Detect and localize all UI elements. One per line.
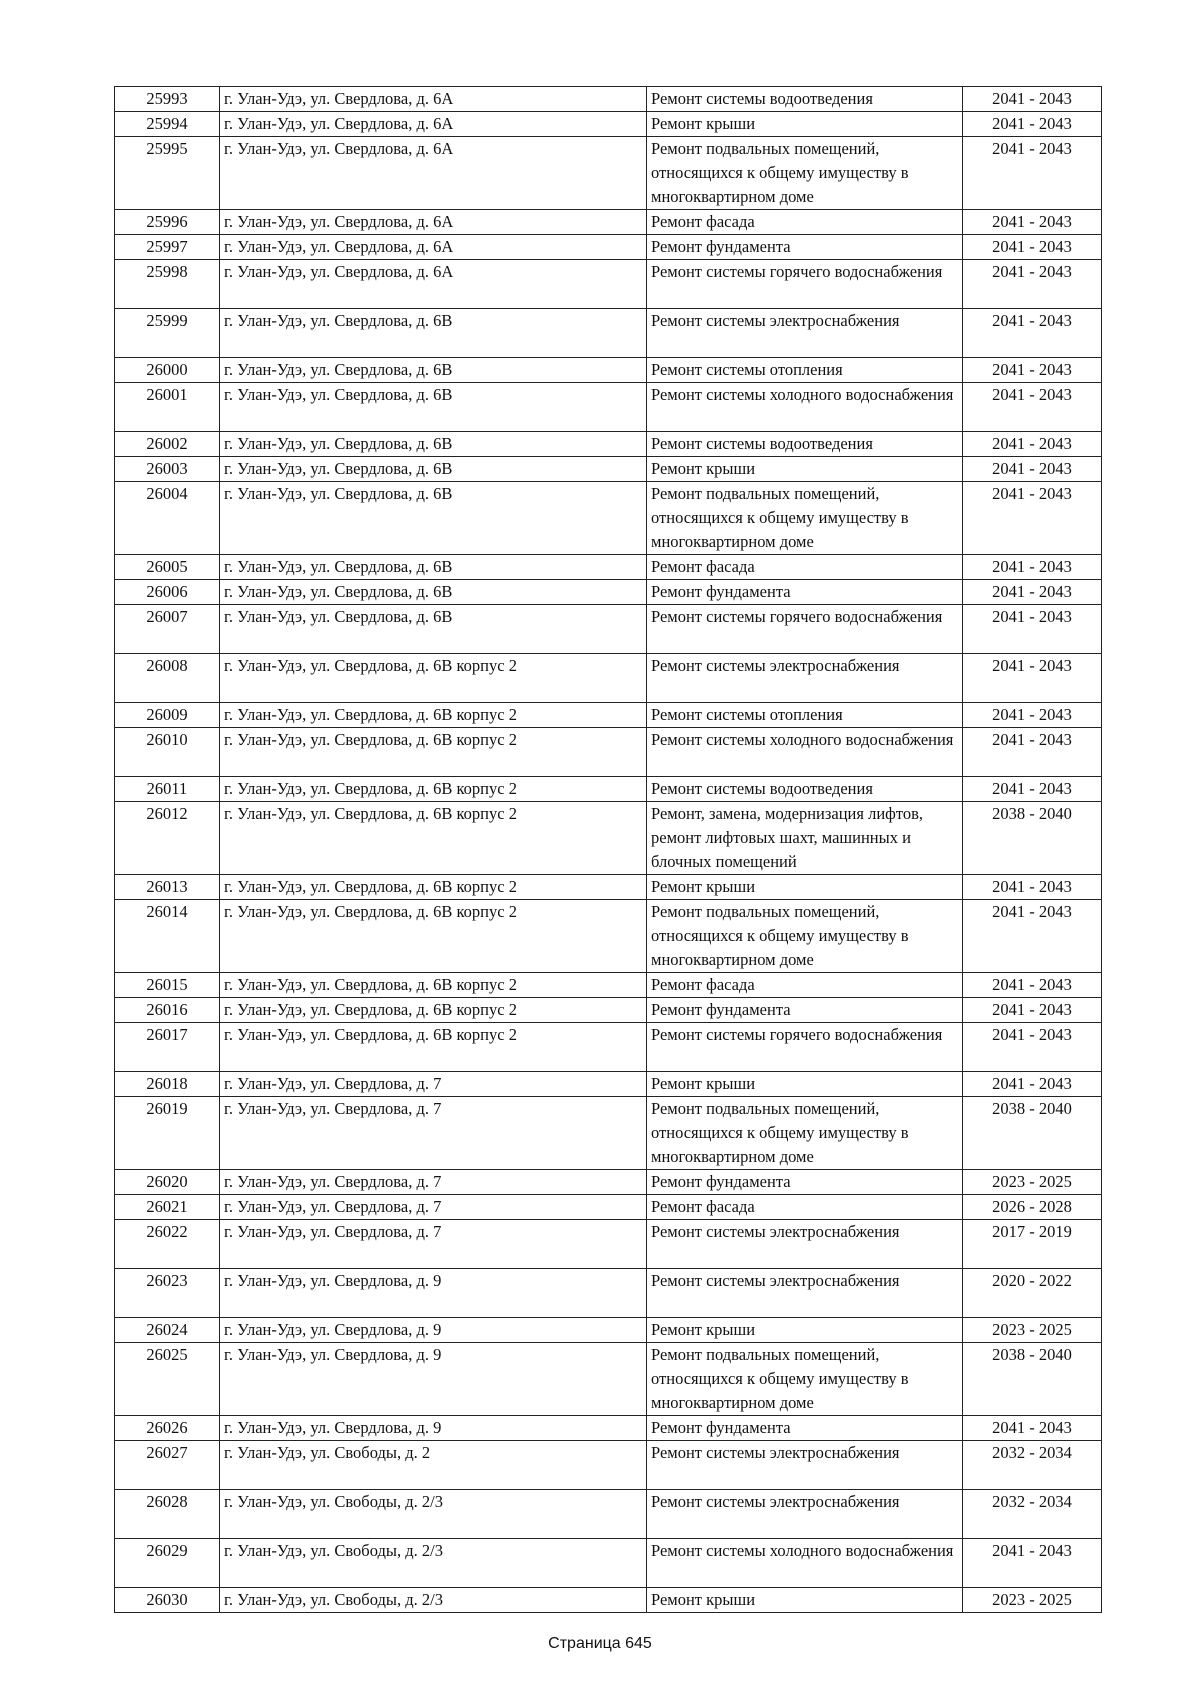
period-cell: 2041 - 2043	[963, 137, 1102, 210]
period-cell: 2038 - 2040	[963, 1343, 1102, 1416]
period-cell: 2023 - 2025	[963, 1318, 1102, 1343]
address-cell: г. Улан-Удэ, ул. Свердлова, д. 6В корпус 2	[220, 777, 647, 802]
table-row	[115, 1097, 1102, 1170]
work-type-cell: Ремонт подвальных помещений, относящихся к общему имуществу в многоквартирном доме	[647, 1343, 963, 1416]
table-row	[115, 703, 1102, 728]
address-cell: г. Улан-Удэ, ул. Свердлова, д. 6А	[220, 260, 647, 309]
table-row	[115, 383, 1102, 432]
period-cell: 2041 - 2043	[963, 1023, 1102, 1072]
table-row	[115, 309, 1102, 358]
period-cell: 2041 - 2043	[963, 703, 1102, 728]
table-row	[115, 728, 1102, 777]
row-number-cell: 26028	[115, 1490, 220, 1539]
table-row	[115, 1023, 1102, 1072]
period-cell: 2041 - 2043	[963, 777, 1102, 802]
work-type-cell: Ремонт подвальных помещений, относящихся к общему имуществу в многоквартирном доме	[647, 1097, 963, 1170]
work-type-cell: Ремонт подвальных помещений, относящихся к общему имуществу в многоквартирном доме	[647, 900, 963, 973]
address-cell: г. Улан-Удэ, ул. Свердлова, д. 6В	[220, 580, 647, 605]
address-cell: г. Улан-Удэ, ул. Свердлова, д. 6А	[220, 210, 647, 235]
address-cell: г. Улан-Удэ, ул. Свердлова, д. 6В корпус 2	[220, 998, 647, 1023]
table-row	[115, 1072, 1102, 1097]
work-type-cell: Ремонт крыши	[647, 875, 963, 900]
row-number-cell: 26011	[115, 777, 220, 802]
row-number-cell: 26007	[115, 605, 220, 654]
table-row	[115, 1195, 1102, 1220]
work-type-cell: Ремонт системы отопления	[647, 358, 963, 383]
address-cell: г. Улан-Удэ, ул. Свердлова, д. 9	[220, 1269, 647, 1318]
table-row	[115, 900, 1102, 973]
period-cell: 2041 - 2043	[963, 973, 1102, 998]
work-type-cell: Ремонт подвальных помещений, относящихся к общему имуществу в многоквартирном доме	[647, 137, 963, 210]
address-cell: г. Улан-Удэ, ул. Свердлова, д. 6В	[220, 555, 647, 580]
period-cell: 2041 - 2043	[963, 875, 1102, 900]
table-row	[115, 1318, 1102, 1343]
row-number-cell: 26013	[115, 875, 220, 900]
work-type-cell: Ремонт крыши	[647, 112, 963, 137]
table-row	[115, 482, 1102, 555]
period-cell: 2041 - 2043	[963, 998, 1102, 1023]
table-row	[115, 260, 1102, 309]
period-cell: 2026 - 2028	[963, 1195, 1102, 1220]
work-type-cell: Ремонт системы холодного водоснабжения	[647, 728, 963, 777]
period-cell: 2023 - 2025	[963, 1588, 1102, 1613]
period-cell: 2041 - 2043	[963, 482, 1102, 555]
period-cell: 2032 - 2034	[963, 1490, 1102, 1539]
row-number-cell: 25994	[115, 112, 220, 137]
row-number-cell: 26017	[115, 1023, 220, 1072]
work-type-cell: Ремонт фундамента	[647, 1170, 963, 1195]
address-cell: г. Улан-Удэ, ул. Свердлова, д. 6В	[220, 457, 647, 482]
address-cell: г. Улан-Удэ, ул. Свердлова, д. 7	[220, 1220, 647, 1269]
period-cell: 2020 - 2022	[963, 1269, 1102, 1318]
work-type-cell: Ремонт системы электроснабжения	[647, 1269, 963, 1318]
work-type-cell: Ремонт крыши	[647, 457, 963, 482]
period-cell: 2038 - 2040	[963, 1097, 1102, 1170]
address-cell: г. Улан-Удэ, ул. Свердлова, д. 6В корпус 2	[220, 900, 647, 973]
row-number-cell: 26005	[115, 555, 220, 580]
capital-repair-table-container	[114, 86, 1101, 1613]
table-row	[115, 802, 1102, 875]
table-row	[115, 1588, 1102, 1613]
work-type-cell: Ремонт системы отопления	[647, 703, 963, 728]
address-cell: г. Улан-Удэ, ул. Свердлова, д. 7	[220, 1195, 647, 1220]
work-type-cell: Ремонт крыши	[647, 1318, 963, 1343]
address-cell: г. Улан-Удэ, ул. Свободы, д. 2/3	[220, 1588, 647, 1613]
period-cell: 2041 - 2043	[963, 580, 1102, 605]
address-cell: г. Улан-Удэ, ул. Свердлова, д. 6А	[220, 235, 647, 260]
table-row	[115, 137, 1102, 210]
period-cell: 2041 - 2043	[963, 112, 1102, 137]
period-cell: 2041 - 2043	[963, 432, 1102, 457]
row-number-cell: 25999	[115, 309, 220, 358]
period-cell: 2041 - 2043	[963, 210, 1102, 235]
capital-repair-table	[114, 86, 1102, 1613]
row-number-cell: 26018	[115, 1072, 220, 1097]
work-type-cell: Ремонт фасада	[647, 210, 963, 235]
row-number-cell: 26000	[115, 358, 220, 383]
period-cell: 2041 - 2043	[963, 605, 1102, 654]
work-type-cell: Ремонт, замена, модернизация лифтов, ремонт лифтовых шахт, машинных и блочных помещений	[647, 802, 963, 875]
address-cell: г. Улан-Удэ, ул. Свердлова, д. 7	[220, 1170, 647, 1195]
work-type-cell: Ремонт фундамента	[647, 998, 963, 1023]
period-cell: 2023 - 2025	[963, 1170, 1102, 1195]
row-number-cell: 25998	[115, 260, 220, 309]
row-number-cell: 26029	[115, 1539, 220, 1588]
work-type-cell: Ремонт фундамента	[647, 580, 963, 605]
table-row	[115, 1416, 1102, 1441]
work-type-cell: Ремонт крыши	[647, 1072, 963, 1097]
row-number-cell: 26024	[115, 1318, 220, 1343]
table-row	[115, 555, 1102, 580]
work-type-cell: Ремонт фундамента	[647, 1416, 963, 1441]
table-row	[115, 1490, 1102, 1539]
work-type-cell: Ремонт фасада	[647, 973, 963, 998]
address-cell: г. Улан-Удэ, ул. Свердлова, д. 6В корпус 2	[220, 728, 647, 777]
work-type-cell: Ремонт системы водоотведения	[647, 87, 963, 112]
row-number-cell: 26025	[115, 1343, 220, 1416]
table-row	[115, 358, 1102, 383]
work-type-cell: Ремонт системы холодного водоснабжения	[647, 383, 963, 432]
row-number-cell: 26026	[115, 1416, 220, 1441]
address-cell: г. Улан-Удэ, ул. Свердлова, д. 6А	[220, 112, 647, 137]
table-row	[115, 235, 1102, 260]
period-cell: 2041 - 2043	[963, 1539, 1102, 1588]
address-cell: г. Улан-Удэ, ул. Свободы, д. 2/3	[220, 1539, 647, 1588]
period-cell: 2041 - 2043	[963, 383, 1102, 432]
work-type-cell: Ремонт системы электроснабжения	[647, 654, 963, 703]
table-row	[115, 1539, 1102, 1588]
row-number-cell: 25997	[115, 235, 220, 260]
address-cell: г. Улан-Удэ, ул. Свердлова, д. 6В	[220, 482, 647, 555]
address-cell: г. Улан-Удэ, ул. Свердлова, д. 6А	[220, 137, 647, 210]
address-cell: г. Улан-Удэ, ул. Свердлова, д. 6В	[220, 358, 647, 383]
address-cell: г. Улан-Удэ, ул. Свердлова, д. 6В	[220, 605, 647, 654]
row-number-cell: 26020	[115, 1170, 220, 1195]
table-row	[115, 210, 1102, 235]
row-number-cell: 26010	[115, 728, 220, 777]
work-type-cell: Ремонт системы водоотведения	[647, 777, 963, 802]
row-number-cell: 26001	[115, 383, 220, 432]
address-cell: г. Улан-Удэ, ул. Свердлова, д. 9	[220, 1318, 647, 1343]
address-cell: г. Улан-Удэ, ул. Свердлова, д. 6В корпус 2	[220, 1023, 647, 1072]
work-type-cell: Ремонт системы горячего водоснабжения	[647, 605, 963, 654]
period-cell: 2041 - 2043	[963, 309, 1102, 358]
address-cell: г. Улан-Удэ, ул. Свердлова, д. 7	[220, 1097, 647, 1170]
row-number-cell: 26002	[115, 432, 220, 457]
row-number-cell: 26012	[115, 802, 220, 875]
address-cell: г. Улан-Удэ, ул. Свободы, д. 2/3	[220, 1490, 647, 1539]
address-cell: г. Улан-Удэ, ул. Свердлова, д. 6В	[220, 309, 647, 358]
table-row	[115, 1441, 1102, 1490]
row-number-cell: 26023	[115, 1269, 220, 1318]
address-cell: г. Улан-Удэ, ул. Свободы, д. 2	[220, 1441, 647, 1490]
work-type-cell: Ремонт системы электроснабжения	[647, 1220, 963, 1269]
row-number-cell: 26006	[115, 580, 220, 605]
table-row	[115, 112, 1102, 137]
row-number-cell: 26015	[115, 973, 220, 998]
address-cell: г. Улан-Удэ, ул. Свердлова, д. 6В корпус 2	[220, 654, 647, 703]
row-number-cell: 26008	[115, 654, 220, 703]
table-row	[115, 654, 1102, 703]
row-number-cell: 26027	[115, 1441, 220, 1490]
period-cell: 2041 - 2043	[963, 654, 1102, 703]
table-row	[115, 875, 1102, 900]
page-number: Страница 645	[548, 1635, 652, 1652]
address-cell: г. Улан-Удэ, ул. Свердлова, д. 6В	[220, 432, 647, 457]
table-row	[115, 777, 1102, 802]
address-cell: г. Улан-Удэ, ул. Свердлова, д. 6В корпус 2	[220, 802, 647, 875]
work-type-cell: Ремонт системы электроснабжения	[647, 309, 963, 358]
table-row	[115, 1343, 1102, 1416]
row-number-cell: 26004	[115, 482, 220, 555]
row-number-cell: 25995	[115, 137, 220, 210]
period-cell: 2041 - 2043	[963, 235, 1102, 260]
period-cell: 2041 - 2043	[963, 87, 1102, 112]
work-type-cell: Ремонт подвальных помещений, относящихся к общему имуществу в многоквартирном доме	[647, 482, 963, 555]
address-cell: г. Улан-Удэ, ул. Свердлова, д. 7	[220, 1072, 647, 1097]
address-cell: г. Улан-Удэ, ул. Свердлова, д. 9	[220, 1343, 647, 1416]
period-cell: 2041 - 2043	[963, 555, 1102, 580]
row-number-cell: 26030	[115, 1588, 220, 1613]
row-number-cell: 26009	[115, 703, 220, 728]
period-cell: 2041 - 2043	[963, 260, 1102, 309]
period-cell: 2041 - 2043	[963, 728, 1102, 777]
period-cell: 2038 - 2040	[963, 802, 1102, 875]
table-row	[115, 1220, 1102, 1269]
address-cell: г. Улан-Удэ, ул. Свердлова, д. 9	[220, 1416, 647, 1441]
table-row	[115, 998, 1102, 1023]
table-row	[115, 87, 1102, 112]
work-type-cell: Ремонт фундамента	[647, 235, 963, 260]
work-type-cell: Ремонт системы водоотведения	[647, 432, 963, 457]
table-row	[115, 580, 1102, 605]
table-row	[115, 605, 1102, 654]
row-number-cell: 25996	[115, 210, 220, 235]
work-type-cell: Ремонт системы электроснабжения	[647, 1441, 963, 1490]
row-number-cell: 26016	[115, 998, 220, 1023]
period-cell: 2041 - 2043	[963, 1416, 1102, 1441]
period-cell: 2041 - 2043	[963, 1072, 1102, 1097]
period-cell: 2041 - 2043	[963, 457, 1102, 482]
row-number-cell: 26003	[115, 457, 220, 482]
table-row	[115, 1170, 1102, 1195]
table-body	[115, 87, 1102, 1613]
work-type-cell: Ремонт фасада	[647, 555, 963, 580]
address-cell: г. Улан-Удэ, ул. Свердлова, д. 6В корпус 2	[220, 973, 647, 998]
table-row	[115, 973, 1102, 998]
period-cell: 2041 - 2043	[963, 358, 1102, 383]
row-number-cell: 26014	[115, 900, 220, 973]
table-row	[115, 457, 1102, 482]
address-cell: г. Улан-Удэ, ул. Свердлова, д. 6В	[220, 383, 647, 432]
work-type-cell: Ремонт системы холодного водоснабжения	[647, 1539, 963, 1588]
table-row	[115, 1269, 1102, 1318]
work-type-cell: Ремонт фасада	[647, 1195, 963, 1220]
address-cell: г. Улан-Удэ, ул. Свердлова, д. 6В корпус 2	[220, 875, 647, 900]
row-number-cell: 26021	[115, 1195, 220, 1220]
row-number-cell: 26022	[115, 1220, 220, 1269]
period-cell: 2041 - 2043	[963, 900, 1102, 973]
row-number-cell: 26019	[115, 1097, 220, 1170]
work-type-cell: Ремонт крыши	[647, 1588, 963, 1613]
period-cell: 2017 - 2019	[963, 1220, 1102, 1269]
table-row	[115, 432, 1102, 457]
work-type-cell: Ремонт системы горячего водоснабжения	[647, 1023, 963, 1072]
address-cell: г. Улан-Удэ, ул. Свердлова, д. 6А	[220, 87, 647, 112]
work-type-cell: Ремонт системы электроснабжения	[647, 1490, 963, 1539]
work-type-cell: Ремонт системы горячего водоснабжения	[647, 260, 963, 309]
address-cell: г. Улан-Удэ, ул. Свердлова, д. 6В корпус 2	[220, 703, 647, 728]
period-cell: 2032 - 2034	[963, 1441, 1102, 1490]
row-number-cell: 25993	[115, 87, 220, 112]
